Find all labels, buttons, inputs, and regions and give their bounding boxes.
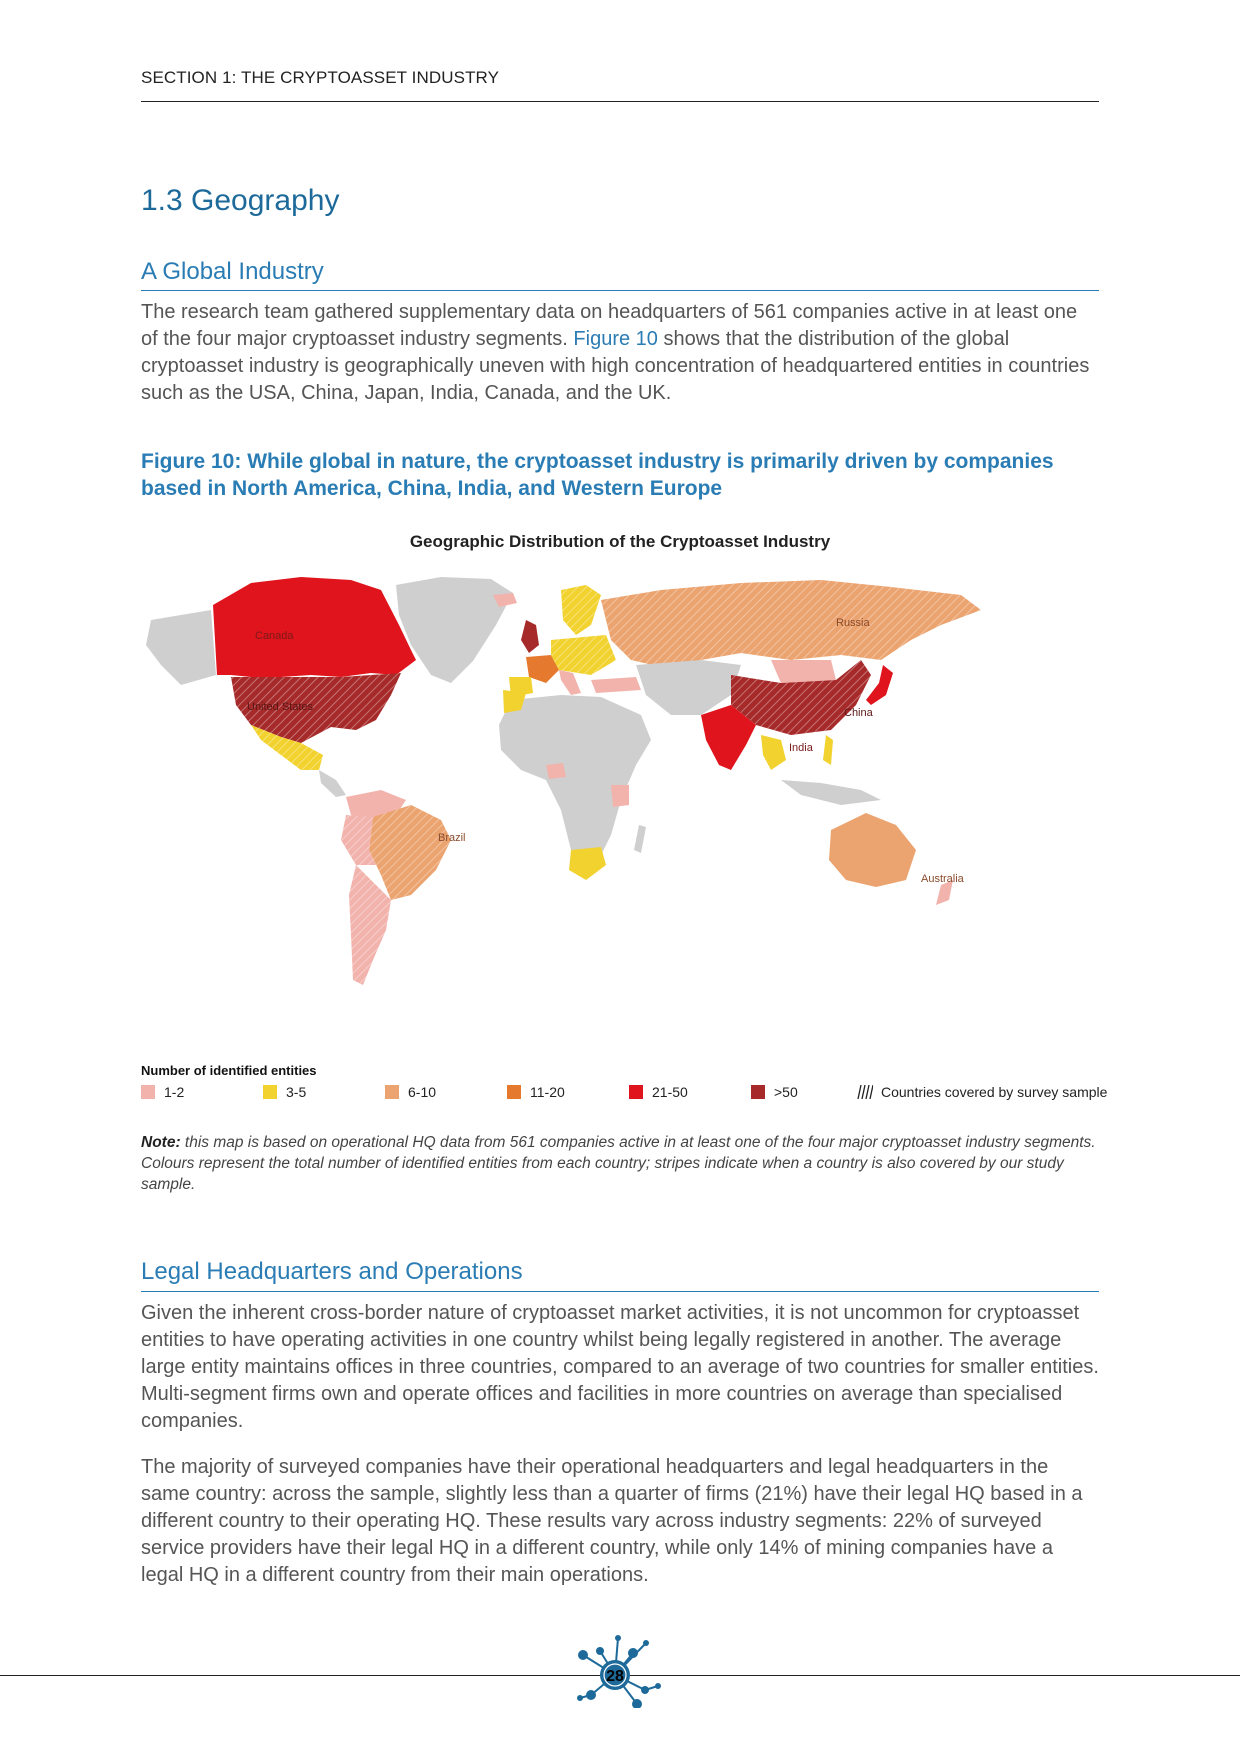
map-label-india: India — [789, 742, 813, 754]
subheading-global-industry: A Global Industry — [141, 258, 324, 285]
legal-paragraph-1: Given the inherent cross-border nature of cryptoasset market activities, it is not uncommon for cryptoasset entities to have operating activities in one country whilst being legally registered in another. The average large entity maintains offices in three countries, compared to an average of two countries for smaller entities. Multi-segment firms own and operate offices and facilities in more countries on average than specialised companies. — [141, 1302, 1099, 1432]
header-divider — [141, 101, 1099, 102]
map-west-africa — [546, 763, 566, 779]
running-header: SECTION 1: THE CRYPTOASSET INDUSTRY — [141, 68, 500, 87]
legend-label: 21-50 — [652, 1084, 688, 1100]
global-text-before: The research team gathered supplementary data on headquarters of 561 companies active in at least one of the four major cryptoasset industry segments. — [141, 301, 1078, 350]
map-japan — [866, 665, 893, 705]
page-number-badge — [555, 1628, 675, 1708]
subheading-divider — [141, 290, 1099, 291]
legend-item-21-50 — [629, 1084, 688, 1100]
map-label-australia: Australia — [921, 873, 964, 885]
map-label-russia: Russia — [836, 617, 870, 629]
section-heading: 1.3 Geography — [141, 184, 340, 217]
legend-item-1-2 — [141, 1084, 184, 1100]
subheading-divider — [141, 1291, 1099, 1292]
legend-label: Countries covered by survey sample — [881, 1084, 1108, 1100]
note-label: Note: — [141, 1134, 181, 1151]
legend-label: >50 — [774, 1084, 798, 1100]
figure-caption-title: Figure 10: While global in nature, the cryptoasset industry is primarily driven by companies based in North America, China, India, and Western Europe — [141, 450, 1054, 500]
figure-note — [141, 1132, 1101, 1195]
hatch-icon — [857, 1085, 873, 1099]
subheading-legal-hq: Legal Headquarters and Operations — [141, 1258, 523, 1285]
legend-item-hatch — [857, 1084, 1107, 1100]
map-label-united-states: United States — [247, 701, 314, 713]
legend-item-11-20 — [507, 1084, 565, 1100]
map-italy — [559, 670, 581, 695]
map-central-america — [319, 770, 346, 797]
map-south-africa — [569, 847, 606, 880]
legend-swatch — [629, 1085, 643, 1099]
map-kenya — [611, 785, 629, 807]
figure-reference-link[interactable]: Figure 10 — [573, 328, 658, 350]
legend-item-3-5 — [263, 1084, 306, 1100]
note-text: this map is based on operational HQ data from 561 companies active in at least one of the four major cryptoasset industry segments. Colours represent the total number of identified entities from each country; stripes indicate when a country is also covered by our study sample. — [141, 1134, 1096, 1193]
global-text-after: shows that the distribution of the global cryptoasset industry is geographically uneven with high concentration of headquartered entities in countries such as the USA, China, Japan, India, Canada, and the UK. — [141, 328, 1090, 404]
chart-title: Geographic Distribution of the Cryptoasset Industry — [409, 532, 831, 551]
map-australia — [829, 813, 916, 887]
legend-swatch — [385, 1085, 399, 1099]
legend-title: Number of identified entities — [141, 1063, 317, 1078]
legend-swatch — [141, 1085, 155, 1099]
map-uk — [521, 620, 539, 653]
legend-swatch — [263, 1085, 277, 1099]
map-madagascar — [634, 825, 646, 853]
legend-item-6-10 — [385, 1084, 436, 1100]
legend-label: 3-5 — [286, 1084, 307, 1100]
map-label-canada: Canada — [255, 630, 294, 642]
world-map — [141, 565, 1101, 1050]
legend-label: 1-2 — [164, 1084, 185, 1100]
legend-label: 6-10 — [408, 1084, 437, 1100]
legend-item-over-50 — [751, 1084, 798, 1100]
page-number: 28 — [606, 1668, 624, 1685]
map-central-asia — [636, 660, 741, 715]
legend-label: 11-20 — [530, 1084, 565, 1100]
legal-paragraph-2: The majority of surveyed companies have their operational headquarters and legal headquarters in the same country: across the sample, slightly less than a quarter of firms (21%) have their legal HQ based in a different country to their operating HQ. These results vary across industry segments: 22% of surveyed service providers have their legal HQ in a different country, while only 14% of mining companies have a legal HQ in a different country from their main operations. — [141, 1456, 1083, 1586]
map-label-brazil: Brazil — [438, 832, 466, 844]
map-se-asia — [761, 735, 786, 770]
map-label-china: China — [844, 707, 873, 719]
map-indonesia — [781, 780, 881, 805]
map-canada — [213, 577, 416, 677]
legend-swatch — [507, 1085, 521, 1099]
map-mongolia — [771, 660, 836, 683]
legend-swatch — [751, 1085, 765, 1099]
global-paragraph — [141, 299, 1099, 407]
map-alaska — [146, 610, 216, 685]
map-turkey — [591, 677, 641, 693]
map-greenland — [396, 577, 513, 683]
map-philippines — [823, 735, 833, 765]
